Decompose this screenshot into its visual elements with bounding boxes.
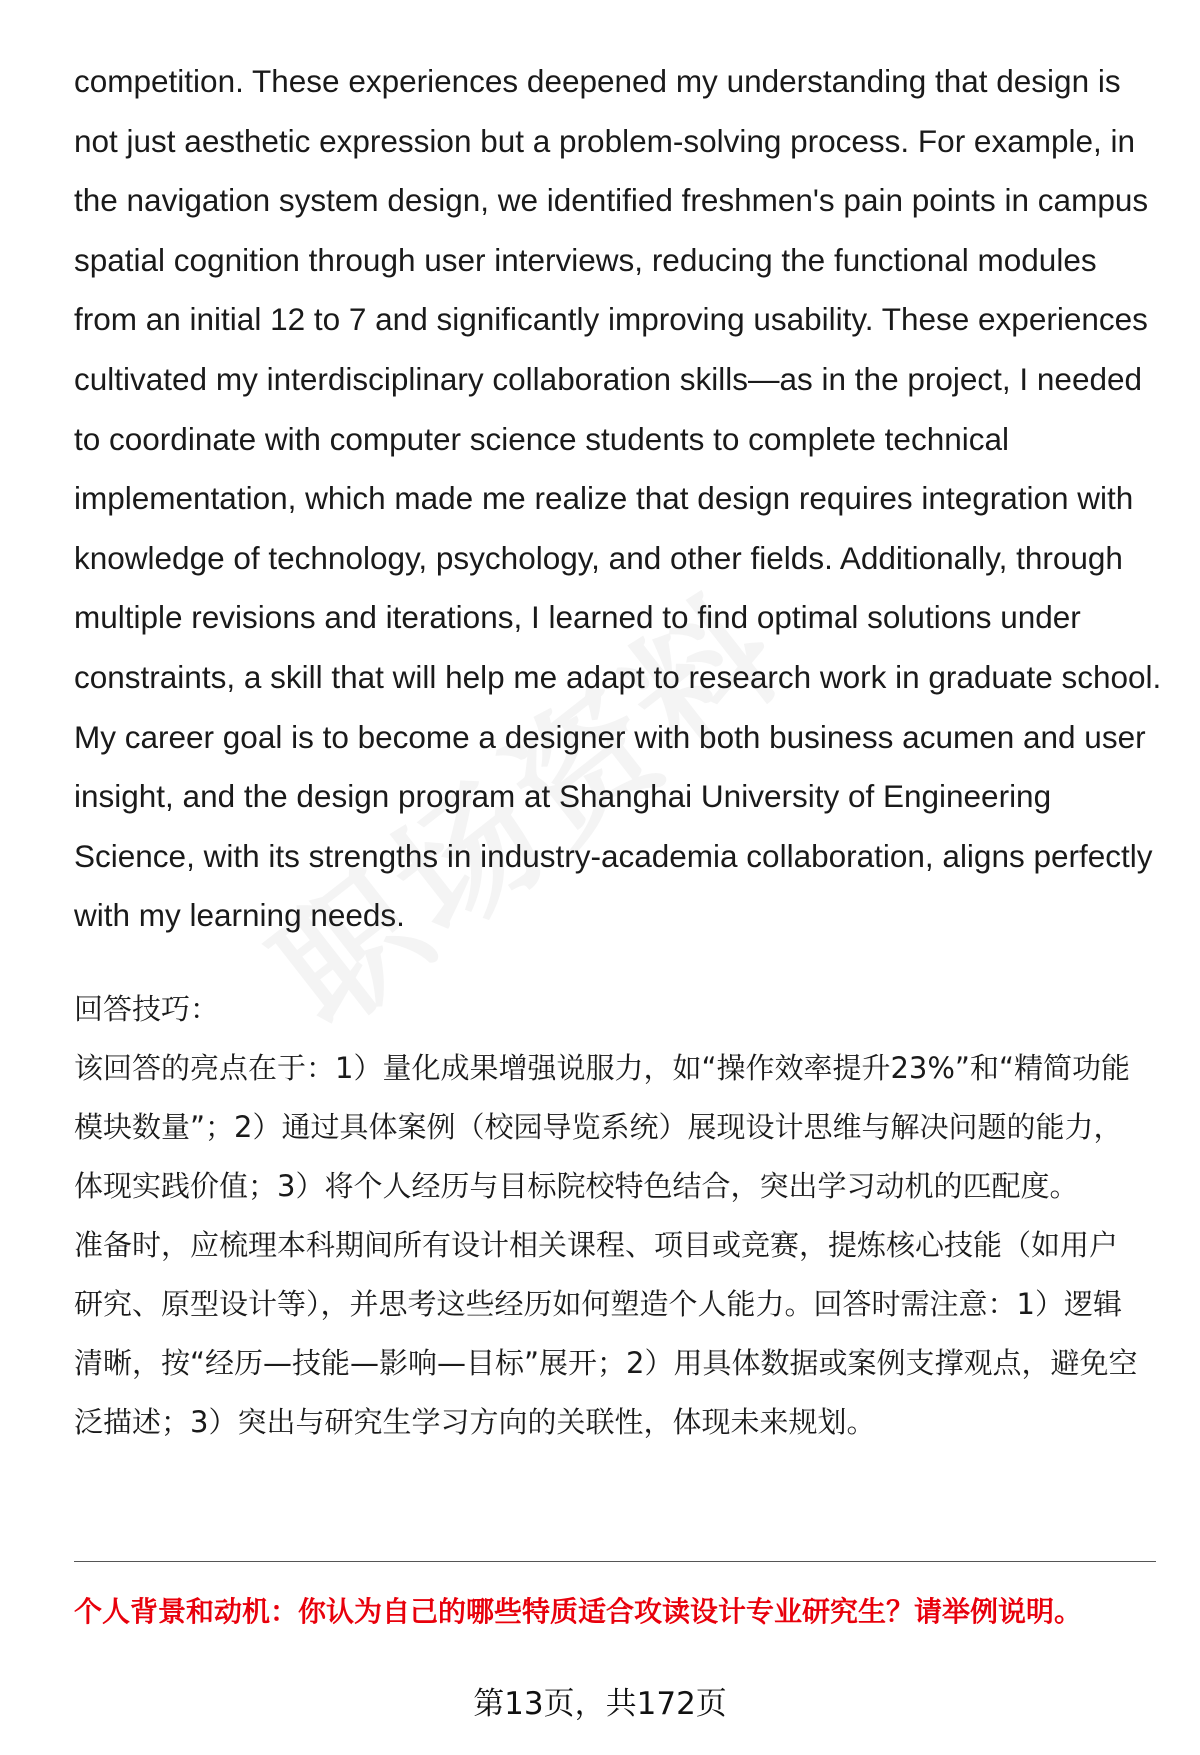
tips-preparation: 准备时，应梳理本科期间所有设计相关课程、项目或竞赛，提炼核心技能（如用户研究、原型设计等），并思考这些经历如何塑造个人能力。回答时需注意：1）逻辑清晰，按“经历—技能—影响—目标”展开；2）用具体数据或案例支撑观点，避免空泛描述；3）突出与研究生学习方向的关联性，体现未来规划。	[74, 1228, 1138, 1439]
tips-heading: 回答技巧：	[74, 992, 220, 1026]
next-question-heading: 个人背景和动机：你认为自己的哪些特质适合攻读设计专业研究生？请举例说明。	[74, 1595, 1083, 1628]
answer-paragraph: competition. These experiences deepened my understanding that design is not just aesthetic expression but a problem-solving process. For example, in the navigation system design, we identified freshmen's pain points in campus spatial cognition through user interviews, reducing the functional modules from an initial 12 to 7 and significantly improving usability. These experiences cultivated my interdisciplinary collaboration skills—as in the project, I needed to coordinate with computer science students to complete technical implementation, which made me realize that design requires integration with knowledge of technology, psychology, and other fields. Additionally, through multiple revisions and iterations, I learned to find optimal solutions under constraints, a skill that will help me adapt to research work in graduate school. My career goal is to become a designer with both business acumen and user insight, and the design program at Shanghai University of Engineering Science, with its strengths in industry-academia collaboration, aligns perfectly with my learning needs.	[74, 63, 1162, 934]
page-number: 第13页，共172页	[473, 1686, 727, 1722]
answer-tips-section	[74, 980, 1144, 1452]
tips-highlights: 该回答的亮点在于：1）量化成果增强说服力，如“操作效率提升23%”和“精简功能模块数量”；2）通过具体案例（校园导览系统）展现设计思维与解决问题的能力，体现实践价值；3）将个人经历与目标院校特色结合，突出学习动机的匹配度。	[74, 1051, 1130, 1203]
section-divider	[74, 1561, 1156, 1562]
